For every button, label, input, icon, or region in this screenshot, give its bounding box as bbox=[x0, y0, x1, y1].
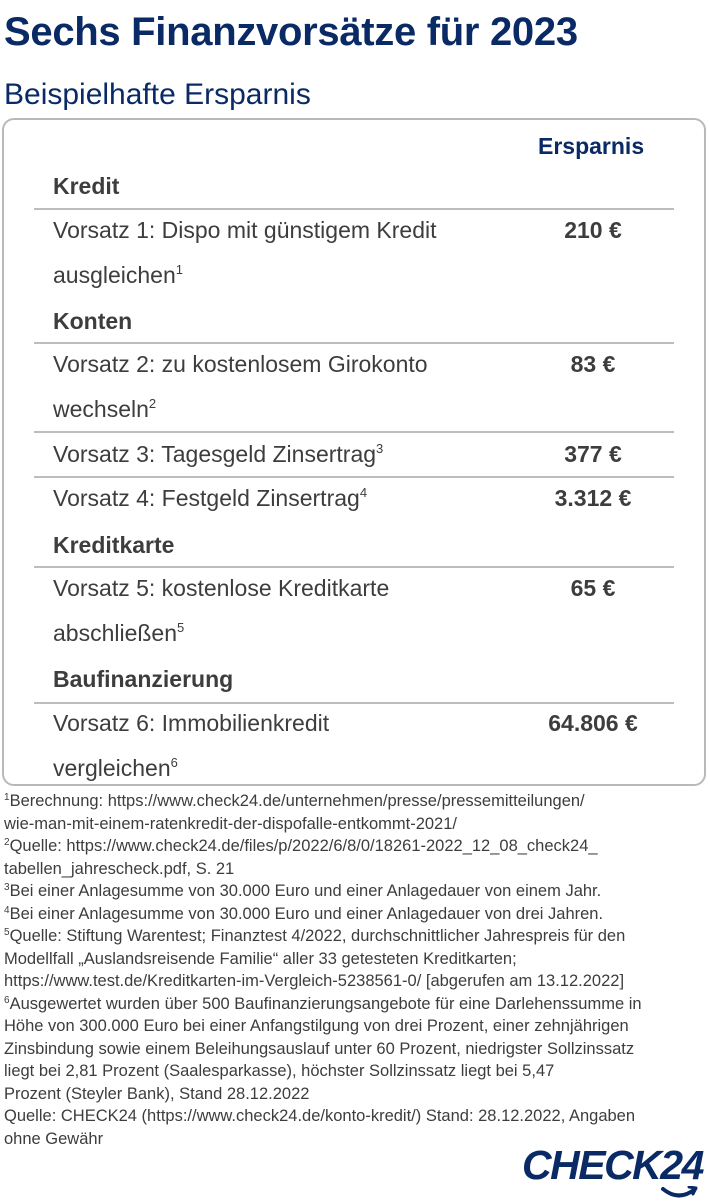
footnote-marker: 6 bbox=[170, 755, 178, 770]
section-heading-kredit: Kredit bbox=[53, 173, 120, 199]
row-label-line: Vorsatz 6: Immobilienkredit bbox=[53, 710, 330, 736]
footnotes bbox=[4, 790, 704, 1150]
table-row-value: 64.806 € bbox=[548, 710, 638, 736]
table-row-label bbox=[53, 342, 493, 432]
row-label-line: Vorsatz 1: Dispo mit günstigem Kredit bbox=[53, 217, 437, 243]
footnote-4: $^4$Bei einer Anlagesumme von 30.000 Euro und einer Anlagedauer von drei Jahren. bbox=[4, 904, 604, 923]
table-row-label bbox=[53, 566, 493, 656]
footnote-1: $^1$Berechnung: https://www.check24.de/unternehmen/presse/pressemitteilungen/ wie-man-mit-einem-ratenkredit-der-dispofalle-entkommt-2021/ bbox=[4, 792, 585, 833]
row-label-line: wechseln bbox=[53, 396, 149, 422]
table-row-value: 210 € bbox=[564, 217, 622, 243]
footnote-2: $^2$Quelle: https://www.check24.de/files/p/2022/6/8/0/18261-2022_12_08_check24_ tabellen_jahrescheck.pdf, S. 21 bbox=[4, 837, 598, 878]
page-title: Sechs Finanzvorsätze für 2023 bbox=[4, 10, 578, 54]
footnote-marker: 5 bbox=[177, 620, 185, 635]
footnote-marker: 2 bbox=[148, 396, 157, 411]
table-row-label bbox=[53, 701, 493, 791]
source-note: Quelle: CHECK24 (https://www.check24.de/konto-kredit/) Stand: 28.12.2022, Angaben ohne Gewähr bbox=[4, 1107, 636, 1148]
footnote-marker: 1 bbox=[175, 262, 183, 277]
row-label-line: Vorsatz 5: kostenlose Kreditkarte bbox=[53, 575, 390, 601]
table-row-label bbox=[53, 476, 493, 521]
table-row-label bbox=[53, 208, 493, 298]
section-heading-konten: Konten bbox=[53, 308, 133, 334]
footnote-3: $^3$Bei einer Anlagesumme von 30.000 Euro und einer Anlagedauer von einem Jahr. bbox=[4, 882, 602, 900]
page-subtitle: Beispielhafte Ersparnis bbox=[4, 78, 311, 111]
table-row-label bbox=[53, 432, 493, 477]
section-heading-kreditkarte: Kreditkarte bbox=[53, 532, 175, 558]
logo-smile-icon bbox=[660, 1186, 698, 1200]
row-label-line: Vorsatz 2: zu kostenlosem Girokonto bbox=[53, 351, 428, 377]
check24-logo bbox=[522, 1142, 706, 1198]
table-row-value: 3.312 € bbox=[554, 485, 632, 511]
section-heading-baufinanzierung: Baufinanzierung bbox=[53, 666, 234, 692]
footnote-6: $^6$Ausgewertet wurden über 500 Baufinanzierungsangebote für eine Darlehenssumme in Höhe von 300.000 Euro bei einer Anfangstilgung von drei Prozent, einer zehnjährigen Zinsbindung sowie einem Beleihungsauslauf unter 60 Prozent, niedrigster Sollzinssatz liegt bei 2,81 Prozent (Saalesparkasse), höchster Sollzinssatz liegt bei 5,47 Prozent (Steyler Bank), Stand 28.12.2022 bbox=[4, 994, 642, 1103]
row-label-line: vergleichen bbox=[53, 755, 171, 781]
table-row-value: 65 € bbox=[570, 575, 616, 601]
row-label-line: ausgleichen bbox=[53, 262, 176, 288]
footnote-marker: 3 bbox=[376, 441, 384, 456]
logo-wordmark: CHECK24 bbox=[522, 1142, 703, 1188]
column-header-savings: Ersparnis bbox=[538, 133, 645, 159]
row-label-line: Vorsatz 4: Festgeld Zinsertrag bbox=[53, 485, 360, 511]
table-row-value: 83 € bbox=[570, 351, 616, 377]
table-row-value: 377 € bbox=[564, 441, 622, 467]
row-label-line: Vorsatz 3: Tagesgeld Zinsertrag bbox=[53, 441, 377, 467]
footnote-5: $^5$Quelle: Stiftung Warentest; Finanztest 4/2022, durchschnittlicher Jahrespreis für den Modellfall „Auslandsreisende Familie“ aller 33 getesteten Kreditkarten; https://www.test.de/Kreditkarten-im-Vergleich-5238561-0/ [abgerufen am 13.12.2022] bbox=[4, 927, 626, 990]
footnote-marker: 4 bbox=[359, 485, 368, 500]
row-label-line: abschließen bbox=[53, 620, 178, 646]
